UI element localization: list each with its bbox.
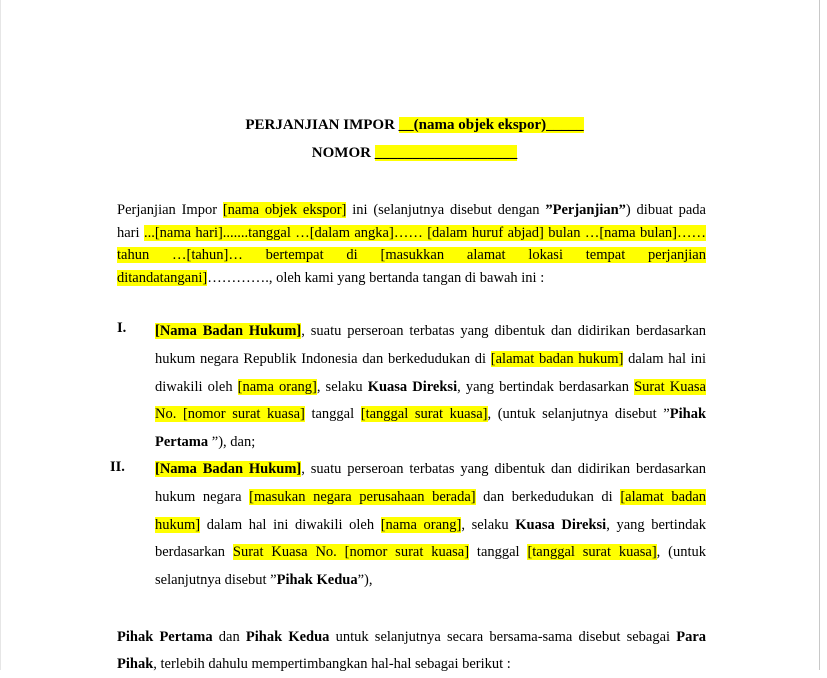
text: , (untuk selanjutnya disebut ” [487, 406, 670, 423]
field-legal-entity[interactable]: [Nama Badan Hukum] [155, 323, 302, 339]
text: , suatu perseroan terbatas yang dibentuk dan didirikan berdasarkan hukum negara Republik Indonesia dan berkedudukan di [155, 323, 706, 367]
document-number [1, 145, 827, 162]
text: , yang bertindak berdasarkan [155, 516, 707, 561]
role-label: Kuasa Direksi [367, 378, 458, 395]
party-label: Pihak Pertama [155, 406, 707, 451]
field-letter-date[interactable]: [tanggal surat kuasa] [360, 406, 488, 423]
field-person-name[interactable]: [nama orang] [380, 516, 462, 533]
title-field-object[interactable]: __(nama objek ekspor)_____ [398, 117, 584, 133]
text: , (untuk selanjutnya disebut ” [155, 544, 707, 589]
text: tanggal [469, 544, 528, 561]
closing-paragraph [117, 624, 706, 678]
text: ”), dan; [208, 434, 256, 451]
party-label: Pihak Pertama [117, 629, 213, 645]
party-one-paragraph [155, 318, 706, 457]
item-number: II. [110, 459, 125, 475]
field-address[interactable]: [alamat badan hukum] [490, 350, 624, 367]
party-two-paragraph [155, 456, 706, 595]
role-label: Kuasa Direksi [515, 516, 607, 533]
text: dan berkedudukan di [475, 488, 621, 505]
field-person-name[interactable]: [nama orang] [237, 378, 317, 395]
text: dan [212, 629, 246, 645]
text: dalam hal ini diwakili oleh [155, 350, 706, 395]
text: ) dibuat pada hari [117, 202, 706, 241]
text: , selaku [316, 378, 368, 395]
text: , terlebih dahulu mempertimbangkan hal-hal sebagai berikut : [153, 656, 511, 672]
text: , suatu perseroan terbatas yang dibentuk dan didirikan berdasarkan hukum negara [155, 461, 706, 505]
field-letter-date[interactable]: [tanggal surat kuasa] [527, 544, 657, 561]
text: …………., oleh kami yang bertanda tangan di bawah ini : [207, 269, 545, 286]
party-label: Pihak Kedua [245, 629, 330, 645]
text: Perjanjian Impor [117, 202, 223, 218]
text: untuk selanjutnya secara bersama-sama disebut sebagai [329, 629, 677, 645]
field-letter-number[interactable]: Surat Kuasa No. [nomor surat kuasa] [155, 378, 706, 423]
text: tanggal [304, 406, 361, 423]
number-field[interactable]: ___________________ [374, 145, 518, 161]
item-number: I. [117, 320, 127, 336]
field-object-name[interactable]: [nama objek ekspor] [222, 202, 347, 218]
number-label: NOMOR [311, 145, 375, 161]
intro-paragraph [117, 199, 706, 289]
party-label: Pihak Kedua [276, 572, 358, 589]
text: ini (selanjutnya disebut dengan [346, 202, 546, 218]
document-title [1, 117, 827, 134]
title-text: PERJANJIAN IMPOR [245, 117, 399, 133]
term-perjanjian: ”Perjanjian” [545, 202, 626, 218]
text: ”), [357, 572, 373, 589]
text: , selaku [461, 516, 516, 533]
parties-label: Para Pihak [117, 629, 707, 672]
field-address[interactable]: [alamat badan hukum] [155, 488, 706, 533]
field-legal-entity[interactable]: [Nama Badan Hukum] [155, 461, 302, 477]
field-country[interactable]: [masukan negara perusahaan berada] [249, 488, 476, 505]
text: , yang bertindak berdasarkan [457, 378, 635, 395]
field-date-place[interactable]: ...[nama hari].......tanggal …[dalam angka]…… [dalam huruf abjad] bulan …[nama bulan]…… tahun …[tahun]… bertempat di [masukkan alamat lokasi tempat perjanjian ditandatangani] [117, 224, 706, 286]
text: dalam hal ini diwakili oleh [200, 516, 381, 533]
field-letter-number[interactable]: Surat Kuasa No. [nomor surat kuasa] [232, 544, 470, 561]
